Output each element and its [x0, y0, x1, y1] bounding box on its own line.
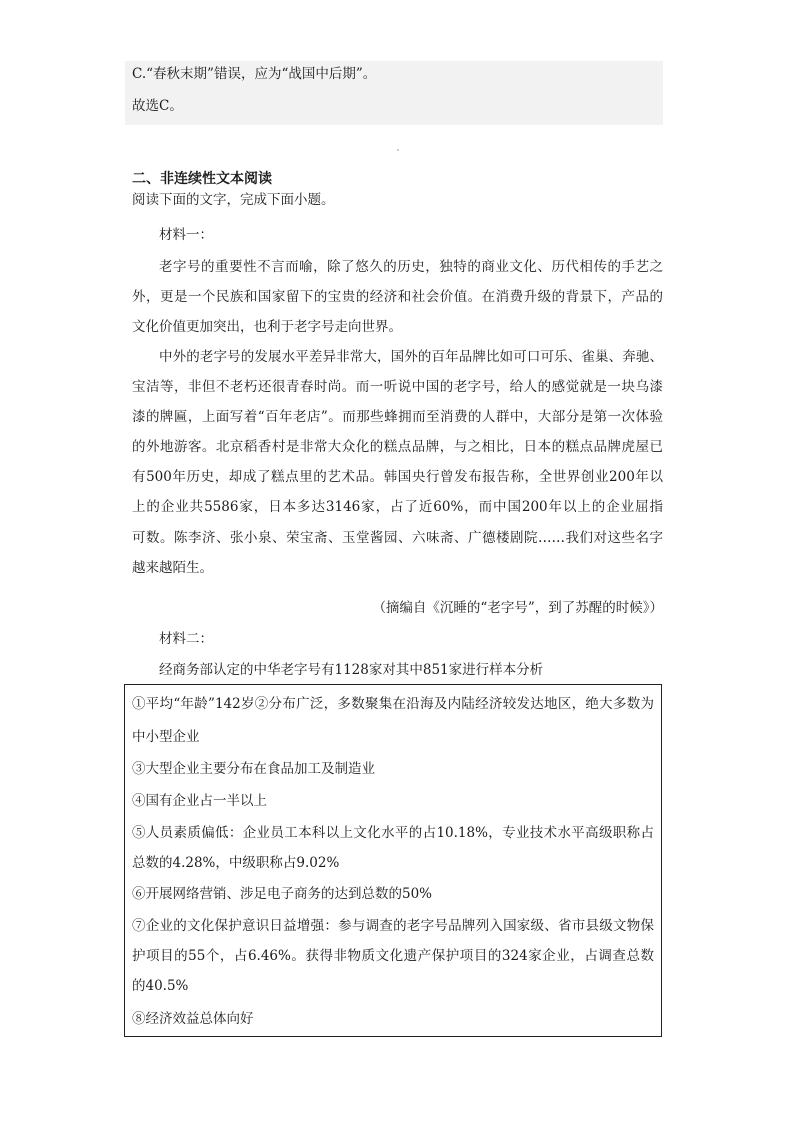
material2-label: 材料二：	[159, 631, 213, 647]
table-row: 护项目的55个，占6.46%。获得非物质文化遗产保护项目的324家企业，占调查总数	[132, 948, 654, 964]
material1-p2-line: 中外的老字号的发展水平差异非常大，国外的百年品牌比如可口可乐、雀巢、奔驰、	[159, 349, 663, 365]
table-row: ③大型企业主要分布在食品加工及制造业	[132, 761, 375, 777]
material1-p2-line: 的外地游客。北京稻香村是非常大众化的糕点品牌，与之相比，日本的糕点品牌虎屋已	[132, 439, 663, 455]
table-row: ④国有企业占一半以上	[132, 793, 267, 809]
table-row: 中小型企业	[132, 729, 200, 745]
answer-line-2: 故选C。	[132, 98, 183, 114]
material2-table-title: 经商务部认定的中华老字号有1128家对其中851家进行样本分析	[159, 662, 544, 678]
table-row: ⑤人员素质偏低：企业员工本科以上文化水平的占10.18%，专业技术水平高级职称占	[132, 825, 654, 841]
material1-source: （摘编自《沉睡的“老字号”，到了苏醒的时候》）	[372, 600, 663, 616]
material1-p2-line: 可数。陈李济、张小泉、荣宝斋、玉堂酱园、六味斋、广德楼剧院……我们对这些名字	[132, 530, 663, 546]
material1-p1-line: 老字号的重要性不言而喻，除了悠久的历史，独特的商业文化、历代相传的手艺之	[159, 259, 663, 275]
table-row: 的40.5%	[132, 978, 189, 994]
instruction: 阅读下面的文字，完成下面小题。	[132, 192, 335, 208]
table-row: ⑧经济效益总体向好	[132, 1011, 254, 1027]
material1-p2-line: 宝洁等，非但不老朽还很青春时尚。而一听说中国的老字号，给人的感觉就是一块乌漆	[132, 379, 663, 395]
decorative-dot	[397, 149, 399, 151]
answer-line-1: C.“春秋末期”错误，应为“战国中后期”。	[132, 66, 377, 82]
material1-p2-line: 有500年历史，却成了糕点里的艺术品。韩国央行曾发布报告称，全世界创业200年以	[132, 469, 663, 485]
material1-p2-line: 越来越陌生。	[132, 560, 213, 576]
material1-label: 材料一：	[159, 227, 213, 243]
table-row: 总数的4.28%，中级职称占9.02%	[132, 855, 340, 871]
material1-p1-line: 文化价值更加突出，也利于老字号走向世界。	[132, 319, 402, 335]
table-row: ⑥开展网络营销、涉足电子商务的达到总数的50%	[132, 886, 433, 902]
material1-p2-line: 漆的牌匾，上面写着“百年老店”。而那些蜂拥而至消费的人群中，大部分是第一次体验	[132, 409, 663, 425]
section-heading: 二、非连续性文本阅读	[132, 171, 272, 187]
material1-p1-line: 外，更是一个民族和国家留下的宝贵的经济和社会价值。在消费升级的背景下，产品的	[132, 289, 663, 305]
table-row: ①平均“年龄”142岁②分布广泛，多数聚集在沿海及内陆经济较发达地区，绝大多数为	[132, 696, 654, 712]
material1-p2-line: 上的企业共5586家，日本多达3146家，占了近60%，而中国200年以上的企业屈指	[132, 499, 663, 515]
table-row: ⑦企业的文化保护意识日益增强：参与调查的老字号品牌列入国家级、省市县级文物保	[132, 918, 654, 934]
